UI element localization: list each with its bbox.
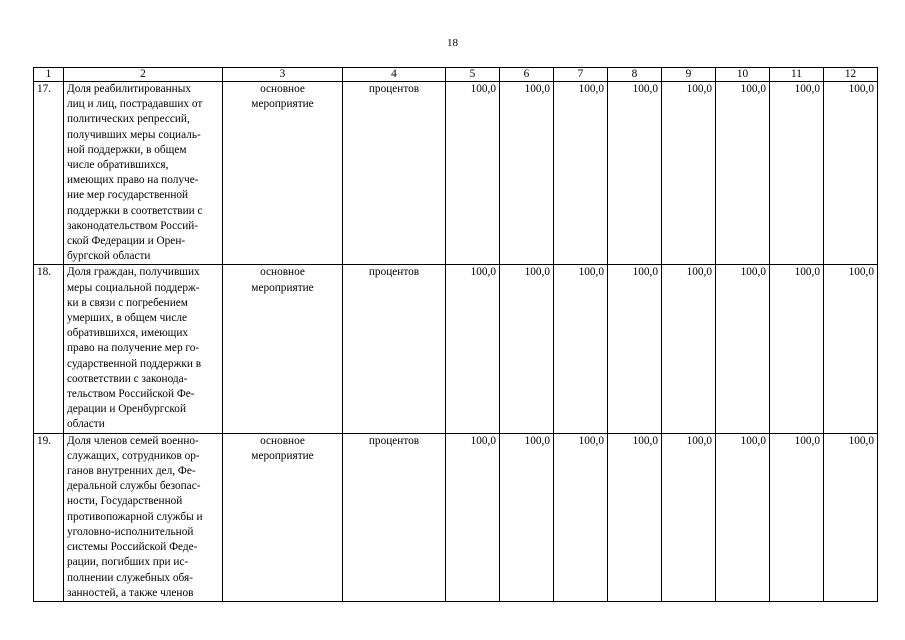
column-header: 11 <box>770 68 824 82</box>
column-header: 3 <box>223 68 343 82</box>
row-number: 18. <box>34 265 64 433</box>
indicator-name-line: имеющих право на получе- <box>67 174 199 187</box>
row-number: 19. <box>34 433 64 601</box>
indicator-name-line: рации, погибших при ис- <box>67 556 189 569</box>
indicator-value: 100,0 <box>500 265 554 433</box>
measure-type-line: основное <box>260 266 305 279</box>
indicator-value: 100,0 <box>716 82 770 265</box>
indicator-name-line: полнении служебных обя- <box>67 571 193 584</box>
column-header: 2 <box>64 68 223 82</box>
indicator-name-line: сударственной поддержки в <box>67 357 202 370</box>
indicator-value: 100,0 <box>824 433 878 601</box>
indicator-value: 100,0 <box>446 82 500 265</box>
indicator-value: 100,0 <box>662 265 716 433</box>
indicator-name-line: уголовно-исполнительной <box>67 525 194 538</box>
indicator-name-line: законодательством Россий- <box>67 219 199 232</box>
indicator-value: 100,0 <box>446 433 500 601</box>
indicator-name-line: системы Российской Феде- <box>67 541 198 554</box>
indicator-value: 100,0 <box>554 265 608 433</box>
indicator-name-line: поддержки в соответствии с <box>67 204 203 217</box>
indicator-name-line: области <box>67 418 105 431</box>
column-header: 6 <box>500 68 554 82</box>
measure-type <box>223 433 343 601</box>
indicator-value: 100,0 <box>500 82 554 265</box>
measure-type <box>223 82 343 265</box>
indicator-value: 100,0 <box>662 82 716 265</box>
unit-of-measure: процентов <box>343 82 446 265</box>
indicator-value: 100,0 <box>662 433 716 601</box>
indicator-name-line: лиц и лиц, пострадавших от <box>67 98 203 111</box>
indicator-value: 100,0 <box>500 433 554 601</box>
column-number-row <box>34 68 878 82</box>
indicator-name-line: Доля граждан, получивших <box>67 266 200 279</box>
column-header: 10 <box>716 68 770 82</box>
indicator-name-line: Доля реабилитированных <box>67 83 191 95</box>
table-row <box>34 82 878 265</box>
indicator-name-line: дерации и Оренбургской <box>67 403 186 416</box>
indicator-value: 100,0 <box>824 82 878 265</box>
indicators-table <box>33 67 878 602</box>
column-header: 4 <box>343 68 446 82</box>
unit-of-measure: процентов <box>343 433 446 601</box>
indicator-name-line: политических репрессий, <box>67 113 190 126</box>
indicator-name-line: умерших, в общем числе <box>67 312 187 325</box>
measure-type-line: основное <box>260 83 305 95</box>
indicator-name-line: соответствии с законода- <box>67 372 188 385</box>
row-number: 17. <box>34 82 64 265</box>
column-header: 7 <box>554 68 608 82</box>
indicator-name <box>64 433 223 601</box>
measure-type-line: мероприятие <box>251 449 314 462</box>
indicator-name-line: ки в связи с погребением <box>67 296 188 309</box>
indicator-value: 100,0 <box>770 433 824 601</box>
column-header: 5 <box>446 68 500 82</box>
indicator-name-line: ской Федерации и Орен- <box>67 235 186 248</box>
measure-type-line: мероприятие <box>251 98 314 111</box>
column-header: 1 <box>34 68 64 82</box>
indicator-name-line: право на получение мер го- <box>67 342 200 355</box>
indicator-name-line: противопожарной службы и <box>67 510 203 523</box>
indicator-name-line: ной поддержки, в общем <box>67 143 187 156</box>
indicator-name-line: Доля членов семей военно- <box>67 434 199 447</box>
indicator-value: 100,0 <box>608 82 662 265</box>
indicator-name <box>64 82 223 265</box>
indicator-value: 100,0 <box>716 265 770 433</box>
indicator-name-line: ганов внутренних дел, Фе- <box>67 465 196 478</box>
measure-type-line: основное <box>260 434 305 447</box>
indicator-name-line: ности, Государственной <box>67 495 183 508</box>
indicator-value: 100,0 <box>770 265 824 433</box>
table-row <box>34 433 878 601</box>
indicator-value: 100,0 <box>554 82 608 265</box>
indicator-name-line: служащих, сотрудников ор- <box>67 449 200 462</box>
indicator-name-line: деральной службы безопас- <box>67 480 201 493</box>
unit-of-measure: процентов <box>343 265 446 433</box>
indicator-name <box>64 265 223 433</box>
indicator-name-line: числе обратившихся, <box>67 159 169 172</box>
table-row <box>34 265 878 433</box>
indicator-value: 100,0 <box>554 433 608 601</box>
indicator-value: 100,0 <box>770 82 824 265</box>
indicator-name-line: занностей, а также членов <box>67 586 194 599</box>
indicator-name-line: ние мер государственной <box>67 189 189 202</box>
column-header: 9 <box>662 68 716 82</box>
indicator-value: 100,0 <box>608 265 662 433</box>
indicator-name-line: получивших меры социаль- <box>67 128 201 141</box>
indicator-name-line: меры социальной поддерж- <box>67 281 200 294</box>
indicator-name-line: тельством Российской Фе- <box>67 388 195 401</box>
measure-type-line: мероприятие <box>251 281 314 294</box>
indicator-value: 100,0 <box>824 265 878 433</box>
measure-type <box>223 265 343 433</box>
indicator-value: 100,0 <box>446 265 500 433</box>
indicator-value: 100,0 <box>608 433 662 601</box>
indicator-name-line: бургской области <box>67 250 151 263</box>
indicator-name-line: обратившихся, имеющих <box>67 327 189 340</box>
page-number: 18 <box>447 37 458 49</box>
column-header: 12 <box>824 68 878 82</box>
column-header: 8 <box>608 68 662 82</box>
indicator-value: 100,0 <box>716 433 770 601</box>
